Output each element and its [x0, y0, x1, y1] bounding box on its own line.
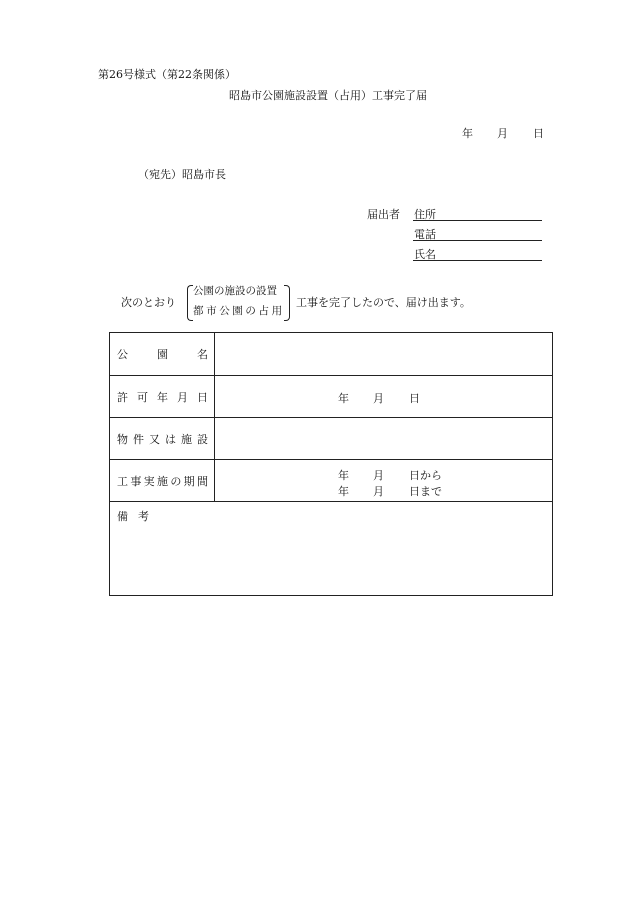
row-permit-date	[110, 376, 553, 418]
permit-date-label	[117, 389, 208, 405]
park-name-label-cell	[110, 333, 215, 376]
property-label	[117, 431, 208, 447]
form-number: 第26号様式（第22条関係）	[98, 68, 236, 81]
label-char: 工	[117, 474, 128, 488]
permit-date-value[interactable]	[215, 376, 553, 418]
label-char: 施	[156, 474, 168, 488]
statement-suffix: 工事を完了したので、届け出ます。	[296, 296, 471, 309]
row-property	[110, 418, 553, 460]
right-brace	[284, 285, 290, 321]
label-char: 備	[117, 510, 128, 523]
phone-field-line[interactable]	[413, 240, 542, 241]
label-char: 許	[117, 390, 128, 404]
statement-option-occupy: 都市公園の占用	[193, 305, 285, 317]
permit-day: 日	[409, 391, 420, 405]
label-char: 期	[183, 474, 195, 488]
statement-option-install: 公園の施設の設置	[193, 285, 277, 297]
name-label: 氏名	[414, 248, 436, 261]
remarks-label	[117, 508, 149, 524]
period-to-day: 日まで	[409, 484, 442, 498]
label-char: 考	[138, 510, 149, 523]
label-char: 日	[197, 390, 208, 404]
label-char: 園	[157, 348, 168, 361]
date-day: 日	[533, 127, 544, 140]
label-char: の	[170, 474, 182, 488]
address-label: 住所	[414, 208, 436, 221]
statement-prefix: 次のとおり	[121, 296, 176, 309]
addressee: （宛先）昭島市長	[138, 168, 226, 181]
label-char: 間	[196, 474, 208, 488]
label-char: 月	[177, 390, 188, 404]
property-label-cell	[110, 418, 215, 460]
park-name-value[interactable]	[215, 333, 553, 376]
label-char: 事	[130, 474, 142, 488]
label-char: 設	[197, 432, 208, 446]
label-char: 名	[197, 348, 208, 361]
label-char: 施	[181, 432, 192, 446]
period-from-day: 日から	[409, 468, 442, 482]
property-value[interactable]	[215, 418, 553, 460]
park-name-label	[117, 346, 208, 362]
period-to-year: 年	[338, 484, 349, 498]
phone-label: 電話	[414, 228, 436, 241]
permit-month: 月	[373, 391, 384, 405]
period-value[interactable]	[215, 460, 553, 502]
row-remarks	[110, 502, 553, 596]
label-char: 公	[117, 348, 128, 361]
period-label	[117, 473, 208, 489]
period-from-year: 年	[338, 468, 349, 482]
row-park-name	[110, 333, 553, 376]
period-from-month: 月	[373, 468, 384, 482]
permit-year: 年	[338, 391, 349, 405]
label-char: は	[165, 432, 176, 446]
date-year: 年	[462, 127, 473, 140]
label-char: 件	[133, 432, 144, 446]
remarks-cell[interactable]	[110, 502, 553, 596]
row-period	[110, 460, 553, 502]
address-field-line[interactable]	[413, 220, 542, 221]
application-table	[109, 332, 553, 596]
date-month: 月	[497, 127, 508, 140]
applicant-label: 届出者	[367, 208, 400, 221]
document-title: 昭島市公園施設設置（占用）工事完了届	[229, 89, 427, 102]
period-to-month: 月	[373, 484, 384, 498]
label-char: 可	[137, 390, 148, 404]
period-label-cell	[110, 460, 215, 502]
label-char: 又	[149, 432, 160, 446]
permit-date-label-cell	[110, 376, 215, 418]
label-char: 物	[117, 432, 128, 446]
name-field-line[interactable]	[413, 260, 542, 261]
label-char: 実	[143, 474, 155, 488]
label-char: 年	[157, 390, 168, 404]
